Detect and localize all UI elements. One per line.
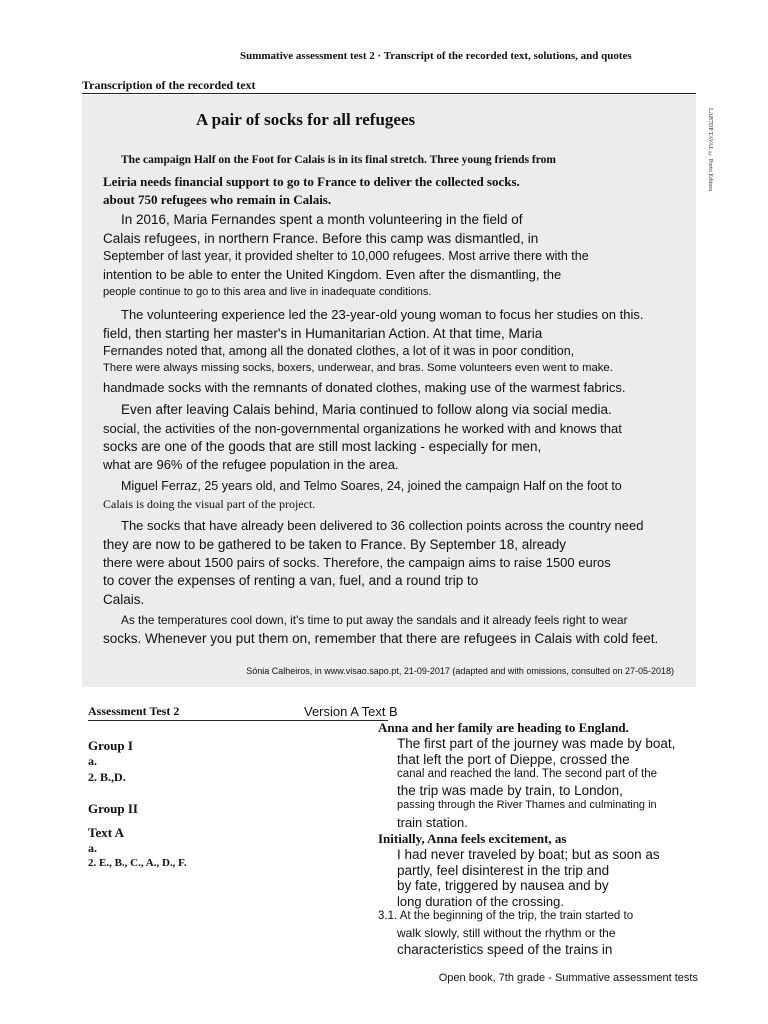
body-line: Calais refugees, in northern France. Before this camp was dismantled, in [103,231,539,246]
answer-lead: Initially, Anna feels excitement, as [378,831,567,846]
answer-line: partly, feel disinterest in the trip and [397,863,610,878]
answer-item: 2. E., B., C., A., D., F. [88,857,187,869]
answer-item: a. [88,754,97,768]
group-heading: Group II [88,801,138,816]
answer-line: canal and reached the land. The second part of the [397,768,658,780]
body-line: handmade socks with the remnants of donated clothes, making use of the warmest fabrics. [103,380,626,395]
answer-line: train station. [397,815,468,830]
body-line: intention to be able to enter the United Kingdom. Even after the dismantling, the [103,267,562,282]
group-heading: Group I [88,738,133,753]
body-line: The socks that have already been delivered to 36 collection points across the country need [121,518,644,533]
body-line: people continue to go to this area and live in inadequate conditions. [103,286,432,298]
body-line: they are now to be gathered to be taken to France. By September 18, already [103,537,567,552]
answer-item: 2. B.,D. [88,770,126,784]
answer-line: characteristics speed of the trains in [397,942,613,957]
assessment-title: Assessment Test 2 [88,704,180,718]
body-line: The volunteering experience led the 23-year-old young woman to focus her studies on this. [121,307,644,322]
body-line: Calais. [103,592,145,607]
page-footer: Open book, 7th grade - Summative assessment tests [438,972,698,984]
answer-line: I had never traveled by boat; but as soon as [397,847,660,862]
body-line: Fernandes noted that, among all the donated clothes, a lot of it was in poor condition, [103,344,575,358]
answer-line: The first part of the journey was made by boat, [397,736,676,751]
body-line: social, the activities of the non-governmental organizations he worked with and knows that [103,421,622,436]
body-line: Miguel Ferraz, 25 years old, and Telmo Soares, 24, joined the campaign Half on the foot to [121,479,622,493]
lead-line: about 750 refugees who remain in Calais. [103,192,332,207]
assessment-divider [88,720,388,721]
lead-line: Leiria needs financial support to go to France to deliver the collected socks. [103,174,520,189]
version-label: Version A Text B [304,704,398,719]
running-header: Summative assessment test 2 · Transcript of the recorded text, solutions, and quotes [240,50,632,62]
body-line: As the temperatures cool down, it's time to put away the sandals and it already feels right to wear [121,613,628,627]
answer-line: walk slowly, still without the rhythm or the [397,926,616,940]
answer-line: that left the port of Dieppe, crossed the [397,752,630,767]
publisher-side-mark: LAB7DP TAVAL © Porto Editora [707,108,713,192]
header-divider [82,93,696,94]
answer-lead: Anna and her family are heading to England. [378,720,629,735]
body-line: There were always missing socks, boxers, underwear, and bras. Some volunteers even went to make. [103,362,613,374]
source-credit: Sónia Calheiros, in www.visao.sapo.pt, 21-09-2017 (adapted and with omissions, consulted on 27-05-2018) [246,666,674,676]
lead-line: The campaign Half on the Foot for Calais is in its final stretch. Three young friends from [121,154,556,166]
section-title: Transcription of the recorded text [82,78,256,92]
answer-item: a. [88,841,97,855]
answer-line: the trip was made by train, to London, [397,783,623,798]
answer-lead: 3.1. At the beginning of the trip, the train started to [378,910,634,922]
answer-line: by fate, triggered by nausea and by [397,878,609,893]
body-line: socks. Whenever you put them on, remember that there are refugees in Calais with cold feet. [103,631,659,646]
text-heading: Text A [88,825,124,840]
body-line: there were about 1500 pairs of socks. Therefore, the campaign aims to raise 1500 euros [103,555,611,570]
body-line: to cover the expenses of renting a van, fuel, and a round trip to [103,573,479,588]
answer-line: long duration of the crossing. [397,894,564,909]
article-title: A pair of socks for all refugees [196,110,416,129]
body-line: socks are one of the goods that are still most lacking - especially for men, [103,439,542,454]
body-line: September of last year, it provided shelter to 10,000 refugees. Most arrive there with the [103,249,589,263]
body-line: what are 96% of the refugee population in the area. [103,457,399,472]
body-line: In 2016, Maria Fernandes spent a month volunteering in the field of [121,212,523,227]
body-line: Calais is doing the visual part of the project. [103,497,316,511]
body-line: field, then starting her master's in Humanitarian Action. At that time, Maria [103,326,543,341]
answer-line: passing through the River Thames and culminating in [397,799,657,811]
body-line: Even after leaving Calais behind, Maria continued to follow along via social media. [121,402,612,417]
